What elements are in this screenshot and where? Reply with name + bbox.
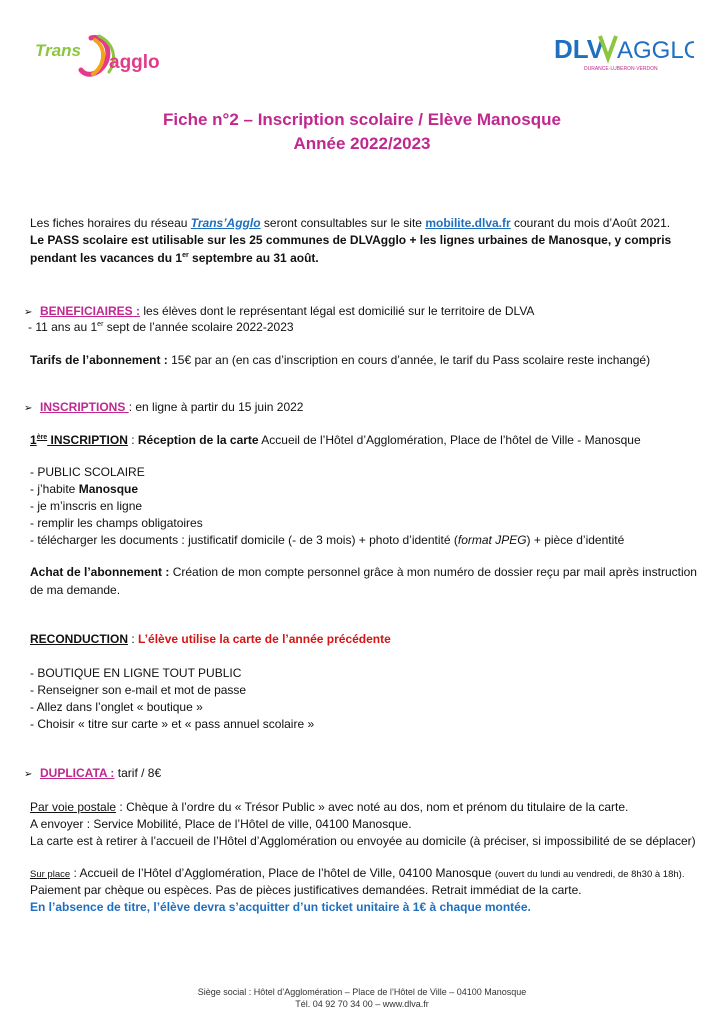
- transagglo-link[interactable]: Trans’Agglo: [190, 216, 261, 230]
- transagglo-logo: [33, 30, 183, 86]
- svg-text:Trans: Trans: [35, 41, 81, 60]
- absence-warning: En l’absence de titre, l’élève devra s’acquitter d’un ticket unitaire à 1€ à chaque montée.: [30, 900, 531, 914]
- beneficiaires-age: - 11 ans au 1er sept de l’année scolaire 2022-2023: [28, 320, 294, 334]
- list-item: - télécharger les documents : justificatif domicile (- de 3 mois) + photo d’identité (format JPEG) + pièce d’identité: [30, 533, 625, 547]
- envoyer-line: A envoyer : Service Mobilité, Place de l’Hôtel de ville, 04100 Manosque.: [30, 817, 412, 831]
- inscriptions-heading: INSCRIPTIONS: [40, 400, 129, 414]
- list-item: - Allez dans l’onglet « boutique »: [30, 700, 203, 714]
- first-inscription-line: 1ère INSCRIPTION : Réception de la carte Accueil de l’Hôtel d’Agglomération, Place de l’hôtel de Ville - Manosque: [30, 433, 641, 447]
- svg-text:DLV: DLV: [554, 34, 605, 64]
- postale-line: Par voie postale : Chèque à l’ordre du « Trésor Public » avec noté au dos, nom et prénom du titulaire de la carte.: [30, 800, 629, 814]
- reconduction-line: RECONDUCTION : L’élève utilise la carte de l’année précédente: [30, 632, 391, 646]
- tarifs-line: Tarifs de l’abonnement : 15€ par an (en cas d’inscription en cours d’année, le tarif du Pass scolaire reste inchangé): [30, 353, 651, 367]
- duplicata-heading: DUPLICATA :: [40, 766, 115, 780]
- mobilite-link[interactable]: mobilite.dlva.fr: [425, 216, 511, 230]
- list-item: - remplir les champs obligatoires: [30, 516, 203, 530]
- list-item: - j’habite Manosque: [30, 482, 139, 496]
- list-item: - BOUTIQUE EN LIGNE TOUT PUBLIC: [30, 666, 242, 680]
- arrow-bullet-icon: ➢: [24, 307, 33, 318]
- footer-address: Siège social : Hôtel d’Agglomération – Place de l’Hôtel de Ville – 04100 Manosque: [197, 987, 527, 997]
- svg-text:AGGLO: AGGLO: [617, 37, 694, 64]
- beneficiaires-heading: BENEFICIAIRES :: [40, 304, 141, 318]
- list-item: - PUBLIC SCOLAIRE: [30, 465, 145, 479]
- arrow-bullet-icon: ➢: [24, 769, 33, 780]
- list-item: - Renseigner son e-mail et mot de passe: [30, 683, 247, 697]
- retirer-line: La carte est à retirer à l’accueil de l’Hôtel d’Agglomération ou envoyée au domicile (à préciser, si impossibilité de se déplacer): [30, 834, 696, 848]
- sur-place-line: Sur place : Accueil de l’Hôtel d’Agglomération, Place de l’hôtel de Ville, 04100 Manosque (ouvert du lundi au vendredi, de 8h30 à 18h).: [30, 866, 685, 880]
- document-year: Année 2022/2023: [293, 134, 431, 153]
- svg-text:DURANCE·LUBERON·VERDON: DURANCE·LUBERON·VERDON: [584, 66, 658, 72]
- paiement-line: Paiement par chèque ou espèces. Pas de pièces justificatives demandées. Retrait immédiat de la carte.: [30, 883, 582, 897]
- list-item: - Choisir « titre sur carte » et « pass annuel scolaire »: [30, 717, 315, 731]
- achat-line-2: de ma demande.: [30, 583, 121, 597]
- achat-line: Achat de l’abonnement : Création de mon compte personnel grâce à mon numéro de dossier reçu par mail après instruction: [30, 565, 697, 579]
- intro-paragraph-2-end: pendant les vacances du 1er septembre au 31 août.: [30, 251, 319, 265]
- inscriptions-line: ➢ INSCRIPTIONS : en ligne à partir du 15 juin 2022: [24, 400, 304, 414]
- beneficiaires-line: ➢ BENEFICIAIRES : les élèves dont le représentant légal est domicilié sur le territoire de DLVA: [24, 304, 535, 318]
- document-title: Fiche n°2 – Inscription scolaire / Elève Manosque: [163, 110, 561, 129]
- intro-paragraph-1: Les fiches horaires du réseau Trans’Agglo seront consultables sur le site mobilite.dlva.fr courant du mois d’Août 2021.: [30, 216, 671, 230]
- intro-paragraph-2: Le PASS scolaire est utilisable sur les 25 communes de DLVAgglo + les lignes urbaines de Manosque, y compris: [30, 233, 672, 247]
- dlvagglo-logo: [554, 28, 694, 78]
- svg-text:agglo: agglo: [109, 52, 160, 73]
- footer-contact: Tél. 04 92 70 34 00 – www.dlva.fr: [295, 999, 429, 1009]
- duplicata-line: ➢ DUPLICATA : tarif / 8€: [24, 766, 162, 780]
- reconduction-heading: RECONDUCTION: [30, 632, 128, 646]
- list-item: - je m’inscris en ligne: [30, 499, 143, 513]
- arrow-bullet-icon: ➢: [24, 403, 33, 414]
